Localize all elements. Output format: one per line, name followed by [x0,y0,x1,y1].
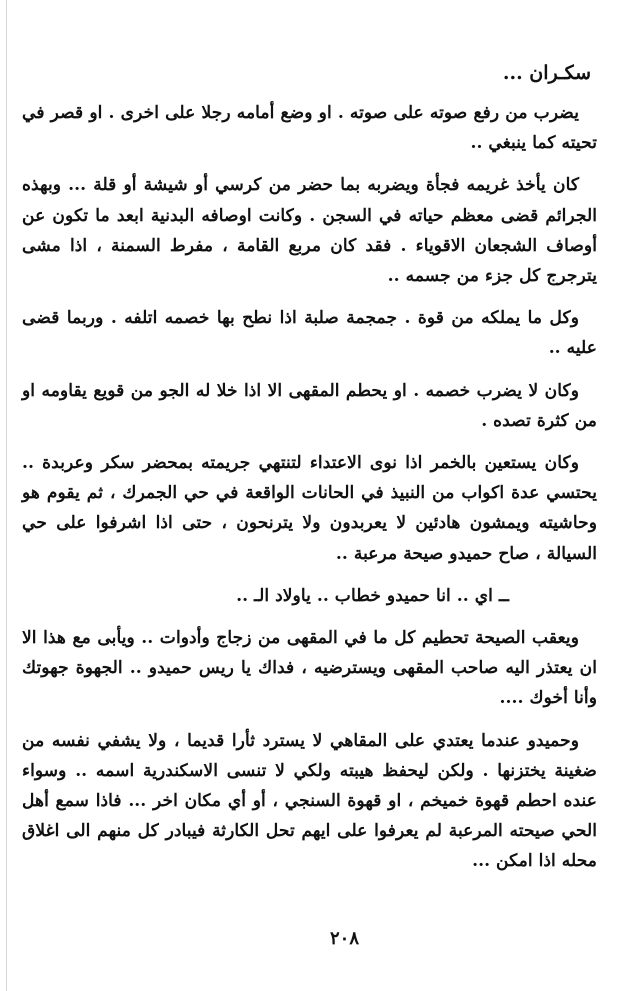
paragraph-7: ويعقب الصيحة تحطيم كل ما في المقهى من زجاج وأدوات .. ويأبى مع هذا الا ان يعتذر اليه صاحب المقهى ويسترضيه ، فداك يا ريس حميدو .. الجهوة جهوتك وأنا أخوك .... [22,628,597,709]
page-body [22,98,597,889]
dialogue-line: ــ اي .. انا حميدو خطاب .. ياولاد الـ .. [236,585,509,606]
paragraph-8: وحميدو عندما يعتدي على المقاهي لا يسترد ثأرا قديما ، ولا يشفي نفسه من ضغينة يختزنها . ولكن ليحفظ هيبته ولكي لا تنسى الاسكندرية اسمه .. وسواء عنده احطم قهوة خميخم ، او قهوة السنجي ، أو أي مكان اخر ... فاذا سمع أهل الحي صيحته المرعبة لم يعرفوا على ايهم تحل الكارثة فيبادر كل منهم الى اغلاق محله اذا امكن ... [22,730,597,872]
paragraph-4: وكان لا يضرب خصمه . او يحطم المقهى الا اذا خلا له الجو من قويع يقاومه او من كثرة تصده . [22,380,597,431]
page-edge-shadow [6,0,7,991]
running-header: سكـران ... [502,62,591,84]
page-number: ٢٠٨ [329,928,359,949]
paragraph-2: كان يأخذ غريمه فجأة ويضربه بما حضر من كرسي أو شيشة أو قلة ... وبهذه الجرائم قضى معظم حياته في السجن . وكانت اوصافه البدنية ابعد ما تكون عن أوصاف الشجعان الاقوياء . فقد كان مربع القامة ، مفرط السمنة ، اذا مشى يترجرج كل جزء من جسمه .. [22,175,597,287]
paragraph-3: وكل ما يملكه من قوة . جمجمة صلبة اذا نطح بها خصمه اتلفه . وربما قضى عليه .. [22,308,597,359]
paragraph-5: وكان يستعين بالخمر اذا نوى الاعتداء لتنتهي جريمته بمحضر سكر وعربدة .. يحتسي عدة اكواب من النبيذ في الحانات الواقعة في حي الجمرك ، ثم يقوم هو وحاشيته ويمشون هادئين لا يعربدون ولا يترنحون ، حتى اذا اشرفوا على حي السيالة ، صاح حميدو صيحة مرعبة .. [22,453,597,564]
paragraph-1: يضرب من رفع صوته على صوته . او وضع أمامه رجلا على اخرى . او قصر في تحيته كما ينبغي .. [22,103,597,154]
